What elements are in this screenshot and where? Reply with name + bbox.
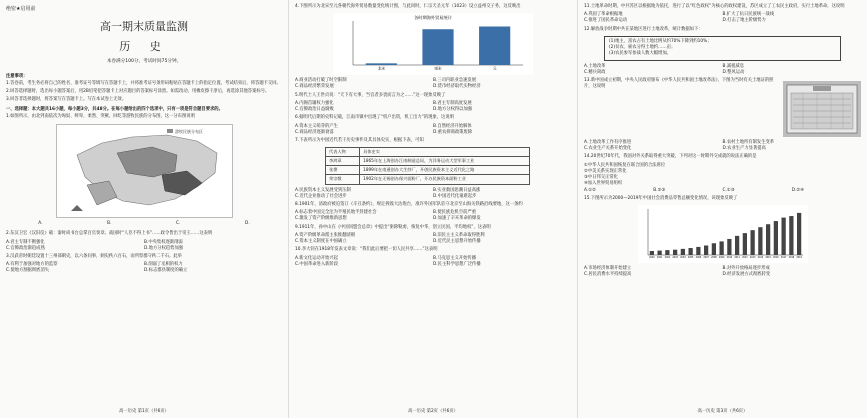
q3-option-b[interactable]: B.削弱了丞相的权力	[144, 262, 183, 268]
chart-bar	[422, 29, 453, 65]
q10-option-a[interactable]: A.新文化运动开始兴起	[295, 255, 338, 261]
question-1: 1.如图所示，由北到南依次为匈奴、鲜卑、柔然、突厥、回纥等游牧民族的分布图，这一分布图说明	[6, 113, 195, 119]
question-6-options	[295, 124, 571, 136]
chart-tick-label: 2004	[679, 256, 686, 260]
q8-option-b[interactable]: B.使民族危机空前严重	[433, 210, 476, 216]
chart-bar	[773, 221, 777, 255]
question-4-options	[295, 78, 571, 90]
q12-option-a[interactable]: A.土地改革	[584, 63, 606, 69]
q12-box-line: (3)农民参军参战人数大幅增加。	[609, 51, 671, 57]
chart-tick-label: 2016	[772, 256, 779, 260]
q2-option-a[interactable]: A.君主专制不断强化	[6, 239, 45, 245]
page-3-footer: 高一历史 第3页（共6页）	[697, 408, 748, 414]
chart-tick-label: 2013	[749, 256, 755, 260]
question-14-options	[584, 188, 861, 194]
table-cell: 1902年在无锡创办保兴面粉厂，开办民族资本面粉工业	[360, 175, 530, 184]
map-legend-label: 游牧民族分布区	[174, 129, 203, 135]
q6-option-c[interactable]: C.商品经济逐渐衰落	[295, 129, 334, 135]
chart-tick-label: 2011	[733, 256, 740, 260]
q1-option-c[interactable]: C.	[176, 221, 181, 227]
chart-bar	[727, 239, 731, 255]
question-10-options	[295, 256, 571, 268]
question-4-chart	[333, 13, 533, 75]
q8-option-a[interactable]: A.标志着中国完全沦为半殖民地半封建社会	[295, 210, 377, 216]
chart-tick-label: 2006	[695, 256, 701, 260]
question-14: 14.20世纪70年代，我国对外关系取得重大突破，下列对这一时期外交成就的说法正确的是	[584, 154, 757, 160]
chart-bar	[680, 249, 684, 255]
table-cell: 荣宗敬	[326, 175, 360, 184]
exam-page-2	[289, 0, 578, 418]
q7-option-c[interactable]: C.近代企业推动了社会进步	[295, 193, 347, 199]
question-8: 8.1901年，清政府被迫签订《辛丑条约》，规定拆毁大沽炮台，准许外国军队驻守北京至山海关铁路沿线要地，这一条约	[295, 202, 523, 207]
exam-meta: 本卷满分100分，考试时间75分钟。	[106, 59, 182, 65]
chart-tick-label: 元	[492, 66, 497, 71]
question-2-options	[6, 240, 282, 252]
exam-page-3	[578, 0, 867, 418]
q7-table-header: 具体史实	[360, 148, 530, 157]
secret-mark: 绝密★启用前	[6, 6, 36, 12]
question-2: 2.东汉卫宏《汉旧仪》载：秦时尚书台总掌百官奏章。战国时“人臣不得上书”……政令皆出于帝王……这表明	[6, 231, 213, 237]
chart-tick-label: 2007	[702, 256, 709, 260]
question-11-options	[584, 12, 861, 24]
q3-option-a[interactable]: A.有利于加强对地方的监察	[6, 262, 58, 268]
note-3: 3.回答非选择题时，将答案写在答题卡上。写在本试卷上无效。	[6, 97, 127, 103]
chart-tick-label: 2002	[664, 256, 670, 260]
q8-option-d[interactable]: D.加速了辛亥革命的爆发	[433, 216, 481, 222]
table-cell: 张謇	[326, 166, 360, 175]
q11-option-d[interactable]: D.打击了地主阶级势力	[722, 18, 766, 24]
q14-item: ③中日邦交正常化	[584, 175, 618, 181]
chart-tick-label: 2000	[648, 256, 655, 260]
q2-option-b[interactable]: B.中央集权逐渐削弱	[144, 239, 183, 245]
q8-option-c[interactable]: C.激发了资产阶级维新思想	[295, 216, 347, 222]
q14-item: ④加入世界贸易组织	[584, 181, 623, 187]
chart-tick-label: 2012	[741, 256, 748, 260]
q10-option-d[interactable]: D.民主科学思想广泛传播	[433, 261, 481, 267]
q4-option-c[interactable]: C.商品经济繁荣发展	[295, 84, 334, 90]
q14-option-b[interactable]: B.②③	[653, 187, 666, 193]
chart-bar	[796, 213, 800, 255]
note-2: 2.回答选择题时，选出每小题答案后，用2B铅笔把答题卡上对应题目的答案标号涂黑。如需改动，用橡皮擦干净后，再选涂其他答案标号。	[6, 89, 270, 95]
q15-option-b[interactable]: B.对外开放格局逐步形成	[722, 265, 770, 271]
chart-bar	[366, 64, 397, 66]
chart-tick-label: 2018	[788, 256, 794, 260]
chart-tick-label: 2017	[780, 256, 786, 260]
chart-tick-label: 南宋	[434, 66, 442, 71]
question-1-map	[56, 124, 233, 218]
q4-option-d[interactable]: D.货币经济取代实物经济	[433, 84, 481, 90]
table-row	[326, 166, 530, 175]
q15-option-a[interactable]: A.市场经济体制开始建立	[584, 265, 632, 271]
exam-page-1	[0, 0, 289, 418]
q7-table-header: 代表人物	[326, 148, 360, 157]
q9-option-b[interactable]: B.旧民主主义革命取得胜利	[433, 232, 485, 238]
q2-option-c[interactable]: C.官僚政治渐趋成熟	[6, 245, 45, 251]
chart-tick-label: 2008	[710, 256, 717, 260]
q14-item: ②中美关系实现正常化	[584, 168, 627, 174]
question-11: 11.土地革命时期，中共苏区以根据地为依托，进行了以“红色政权”为核心的政权建设，苏区成立了工农民主政府，实行土地革命，这说明	[584, 4, 845, 9]
q13-text-col	[584, 78, 779, 140]
question-5: 5.明代士人王世贞说：“天下有大事，当官者多畏而言为之……”这一现象反映了	[295, 92, 446, 98]
q2-option-d[interactable]: D.地方分权趋势加强	[144, 245, 184, 251]
q13-option-a[interactable]: A.土地改革工作有序推进	[584, 139, 632, 145]
q6-option-d[interactable]: D.重农抑商政策废除	[433, 129, 473, 135]
note-1: 1.答卷前，考生务必将自己的姓名、准考证号等填写在答题卡上，并将准考证号条形码粘贴在答题卡上的指定位置。考试结束后，将答题卡交回。	[6, 81, 281, 86]
q1-option-a[interactable]: A.	[38, 221, 43, 227]
q4-chart-title: 各时期海外贸易统计	[414, 15, 452, 21]
question-4: 4.下图所示为北宋至元各朝代海外贸易数量变化统计图，与此同时，仁宗天圣元年（1023）设立益州交子务，这反映出	[295, 4, 521, 9]
chart-tick-label: 北宋	[377, 66, 385, 71]
question-7-options	[295, 188, 571, 200]
chart-bar	[758, 227, 762, 255]
table-cell: 李鸿章	[326, 157, 360, 166]
q14-option-a[interactable]: A.①②	[584, 187, 596, 193]
q7-option-d[interactable]: D.中国近代化艰难起步	[433, 193, 477, 199]
q14-item: ①中华人民共和国恢复在联合国的合法席位	[584, 162, 666, 168]
q9-option-c[interactable]: C.资本主义制度在中国确立	[295, 239, 347, 245]
q9-option-a[interactable]: A.资产阶级革命派主张推翻清朝	[295, 232, 356, 238]
q14-option-c[interactable]: C.①③	[722, 187, 735, 193]
q4-option-b[interactable]: B.三司内职业急速发展	[433, 78, 476, 84]
question-15-options	[584, 266, 861, 278]
chart-bar	[688, 248, 692, 255]
q12-box-line: (1)地主、富农占有土地比例从约70%下降到约10%；	[609, 38, 712, 44]
chart-bar	[672, 250, 676, 255]
chart-bar	[719, 241, 723, 255]
q6-option-a[interactable]: A.资本主义萌芽的产生	[295, 123, 338, 129]
exam-title: 高一期末质量监测	[100, 20, 188, 34]
chart-bar	[479, 27, 510, 66]
table-cell: 1899年在南通创办大生纱厂，开创民族资本主义近代化之路	[360, 166, 530, 175]
table-row	[326, 175, 530, 184]
question-15: 15.下图所示为2000—2019年中国社会消费品零售总额变化情况，该现象反映了	[584, 195, 738, 201]
chart-bar	[781, 218, 785, 255]
question-7-table	[325, 147, 530, 184]
chart-bar	[711, 243, 715, 255]
table-cell: 1865年在上海创办江南制造总局，为洋务运动大型军事工业	[360, 157, 530, 166]
question-12-box	[604, 36, 841, 61]
land-certificate-photo	[783, 81, 861, 137]
chart-tick-label: 2009	[718, 256, 724, 260]
question-13-block	[584, 78, 861, 140]
chart-tick-label: 2001	[656, 256, 662, 260]
q4-option-a[interactable]: A.商业活动打破了时空限制	[295, 78, 347, 84]
question-12-options	[584, 64, 861, 76]
chart-bar	[765, 224, 769, 255]
q10-option-b[interactable]: B.马克思主义开始传播	[433, 255, 476, 261]
chart-bar	[649, 251, 653, 255]
question-6: 6.据明代后期的史料记载，江南市镇中出现了“机户出资，机工出力”的现象，这说明	[295, 115, 454, 121]
q3-option-d[interactable]: D.标志郡县制度的确立	[144, 268, 188, 274]
chart-tick-label: 2010	[726, 256, 732, 260]
chart-tick-label: 2014	[757, 256, 763, 260]
q7-option-b[interactable]: B.实业救国思潮日益高涨	[433, 187, 481, 193]
q11-option-b[interactable]: B.扩大了抗日民族统一战线	[722, 12, 775, 18]
question-3: 3.汉武帝时朝廷设置十三州部刺史，以六条问事，刺史秩六百石，而所察郡守秩二千石。此举	[6, 253, 182, 259]
question-9: 9.1911年，孙中山在《中国同盟会总章》中提出“驱除鞑虏，恢复中华，创立民国，平均地权”，这表明	[295, 224, 491, 230]
q1-option-b[interactable]: B.	[107, 221, 112, 227]
chart-bar	[789, 216, 793, 255]
question-13-options	[584, 140, 861, 152]
map-legend-swatch	[167, 129, 173, 133]
chart-bar	[703, 245, 707, 255]
chart-bar	[742, 233, 746, 255]
question-7: 7.下表所示为中国近代若干历史事件及其具体史实，根据下表，可知	[295, 137, 424, 143]
chart-tick-label: 2015	[764, 256, 771, 260]
page-1-footer: 高一历史 第1页（共6页）	[119, 408, 169, 414]
question-5-options	[295, 101, 571, 113]
q12-box-line: (2)贫农、雇农分得土地约……亩；	[609, 45, 676, 51]
question-15-chart	[638, 205, 808, 263]
q5-option-d[interactable]: D.地方分权得以加强	[433, 107, 473, 113]
question-1-options	[6, 221, 282, 227]
q5-option-b[interactable]: B.君主专制高度发展	[433, 100, 472, 106]
q11-option-a[interactable]: A.巩固了革命根据地	[584, 12, 623, 18]
question-8-options	[295, 210, 571, 222]
page-2-footer: 高一历史 第2页（共6页）	[408, 408, 458, 414]
q9-option-d[interactable]: D.近代民主思想开始传播	[433, 239, 481, 245]
chart-bar	[696, 247, 700, 255]
chart-tick-label: 2003	[671, 256, 678, 260]
table-row	[326, 157, 530, 166]
q15-option-c[interactable]: C.居民消费水平持续提高	[584, 272, 632, 278]
q14-option-d[interactable]: D.②④	[791, 187, 805, 193]
q12-option-c[interactable]: C.精兵简政	[584, 69, 606, 75]
question-9-options	[295, 233, 571, 245]
q15-option-d[interactable]: D.经济发展方式彻底转变	[722, 272, 771, 278]
q13-option-c[interactable]: C.农业生产关系开始变化	[584, 146, 632, 152]
question-12: 12.解放战争时期中共在某地区进行土地改革，统计数据如下：	[584, 26, 703, 32]
chart-bar	[657, 251, 661, 255]
q7-option-a[interactable]: A.民族资本主义发展受到压制	[295, 187, 351, 193]
q11-option-c[interactable]: C.推进了国民革命运动	[584, 18, 628, 24]
q10-option-c[interactable]: C.中国革命进入新阶段	[295, 261, 339, 267]
chart-bar	[750, 230, 754, 255]
question-10: 10.李大钊在1918年发表文章说：“我们此后要把一切人民共享……”这表明	[295, 247, 438, 253]
exam-subject: 历 史	[119, 40, 169, 54]
q12-option-b[interactable]: B.减租减息	[722, 63, 745, 69]
q6-option-b[interactable]: B.自然经济开始解体	[433, 123, 472, 129]
question-3-options	[6, 262, 282, 274]
chart-tick-label: 2005	[687, 256, 693, 260]
q3-option-c[interactable]: C.使地方割据彻底消失	[6, 268, 50, 274]
question-13: 13.新中国成立初期，中央人民政府颁布《中华人民共和国土地改革法》，下图为当时有关土地证的照片，这说明	[584, 77, 774, 90]
q5-option-a[interactable]: A.内阁首辅权力强化	[295, 100, 334, 106]
q13-option-b[interactable]: B.农村土地所有制发生变革	[722, 139, 775, 145]
chart-bar	[734, 236, 738, 255]
chart-tick-label: 2019	[795, 256, 802, 260]
q12-option-d[interactable]: D.整风运动	[722, 69, 745, 75]
notes-heading: 注意事项：	[6, 73, 28, 79]
chart-bar	[665, 250, 669, 255]
section-1-heading: 一、选择题：本大题共16小题，每小题3分，共48分。在每小题给出的四个选项中，只有一项是符合题目要求的。	[6, 106, 223, 112]
q5-option-c[interactable]: C.官僚政治日益腐败	[295, 107, 334, 113]
q1-option-d[interactable]: D.	[245, 221, 250, 227]
q13-option-d[interactable]: D.农业生产力显著提高	[722, 146, 766, 152]
